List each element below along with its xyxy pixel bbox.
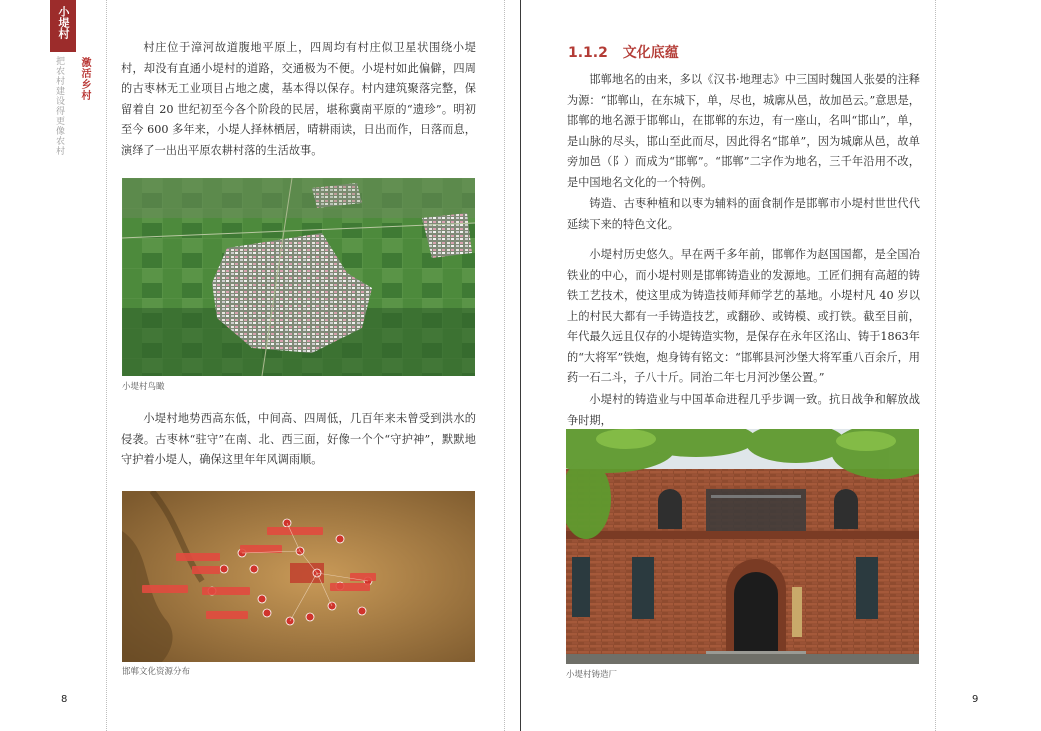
chapter-tab-subtitle: 激活乡村: [79, 57, 90, 101]
aerial-photo-caption: 小堤村鸟瞰: [122, 382, 165, 392]
right-paragraph-1: 邯郸地名的由来，多以《汉书·地理志》中三国时魏国人张晏的注释为源：“邯郸山，在东城下，单，尽也，城廓从邑，故加邑云。”意思是，邯郸的地名源于邯郸山，在邯郸的东边，有一座山，名叫“邯山”，单，是山脉的尽头，邯山至此而尽，因此得名“邯单”，因为城廓从邑，故单旁加邑（阝）而成为“邯郸”。“邯郸”二字作为地名，三千年沿用不改，是中国地名文化的一个特例。: [567, 73, 920, 189]
foundry-photo: [566, 429, 919, 664]
chapter-tab-title-text: 小堤村: [57, 6, 70, 39]
right-paragraph-2: 铸造、古枣种植和以枣为辅料的面食制作是邯郸市小堤村世世代代延续下来的特色文化。: [567, 197, 920, 231]
right-paragraph-3: 小堤村历史悠久。早在两千多年前，邯郸作为赵国国都，是全国冶铁业的中心，而小堤村则是邯郸铸造业的发源地。工匠们拥有高超的铸铁工艺技术，使这里成为铸造技师拜师学艺的基地。小堤村凡 40 岁以上的村民大都有一手铸造技艺，或翻砂、或铸模、或打铁。截至目前，年代最久远且仅存的小堤铸造实物，是保存在永年区洺山、铸于1863年的“大将军”铁炮，炮身铸有铭文：“邯郸县河沙堡大将军重八百余斤，用药一石二斗，子八十斤。同治二年七月河沙堡公置。”: [567, 248, 920, 384]
foundry-photo-caption: 小堤村铸造厂: [566, 670, 618, 680]
spread-gutter: [520, 0, 521, 731]
left-paragraph-1: 村庄位于漳河故道腹地平原上，四周均有村庄似卫星状围绕小堤村，却没有直通小堤村的道路，交通极为不便。小堤村如此偏僻，四周的古枣林无工业项目占地之虞，基本得以保存。村内建筑聚落完整，保留着自 20 世纪初至今各个阶段的民居，堪称冀南平原的“遗珍”。明初至今 600 多年来，小堤人择林栖居，晴耕雨读，日出而作，日落而息，演绎了一出出平原农耕村落的生活故事。: [121, 41, 476, 157]
left-page-inner-rule: [504, 0, 505, 731]
left-paragraph-2: 小堤村地势西高东低，中间高、四周低，几百年来未曾受到洪水的侵袭。古枣林“驻守”在南、北、西三面，好像一个个“守护神”，默默地守护着小堤人，确保这里年年风调雨顺。: [121, 412, 476, 466]
section-heading: [568, 42, 679, 62]
chapter-side-tab: [50, 0, 102, 200]
left-page-outer-rule: [106, 0, 107, 731]
culture-map-caption: 邯郸文化资源分布: [122, 667, 191, 677]
section-title: 文化底蕴: [622, 45, 679, 61]
culture-map-image: [122, 491, 475, 662]
foundry-photo-image: [566, 429, 919, 664]
chapter-tab-description: 把农村建设得更像农村: [54, 56, 64, 156]
chapter-tab-title: [50, 0, 76, 52]
right-page-outer-rule: [935, 0, 936, 731]
aerial-photo: [122, 178, 475, 376]
aerial-photo-image: [122, 178, 475, 376]
right-paragraph-4: 小堤村的铸造业与中国革命进程几乎步调一致。抗日战争和解放战争时期，: [567, 393, 920, 427]
left-page-number: 8: [61, 694, 68, 705]
right-page-number: 9: [972, 694, 979, 705]
culture-distribution-map: [122, 491, 475, 662]
section-number: 1.1.2: [568, 45, 608, 61]
